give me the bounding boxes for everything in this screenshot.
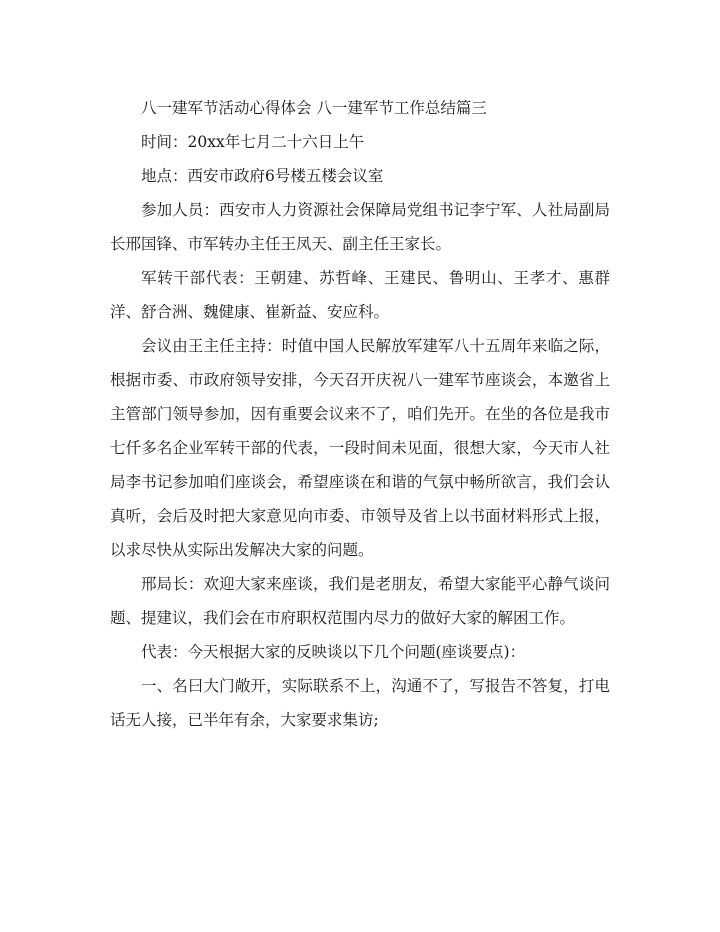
deputy-director-remarks-paragraph: 邢局长：欢迎大家来座谈，我们是老朋友，希望大家能平心静气谈问题、提建议，我们会在市府职权范围内尽力的做好大家的解困工作。	[110, 575, 610, 627]
representatives-paragraph: 军转干部代表：王朝建、苏哲峰、王建民、鲁明山、王孝才、惠群洋、舒合洲、魏健康、崔新益、安应科。	[110, 269, 610, 321]
representatives-issues-intro: 代表：今天根据大家的反映谈以下几个问题(座谈要点)：	[141, 643, 526, 661]
meeting-time: 时间：20xx年七月二十六日上午	[141, 133, 365, 151]
meeting-location: 地点：西安市政府6号楼五楼会议室	[141, 167, 384, 185]
issue-item-1: 一、名曰大门敞开，实际联系不上，沟通不了，写报告不答复，打电话无人接，已半年有余，大家要求集访;	[110, 677, 610, 729]
host-remarks-paragraph: 会议由王主任主持：时值中国人民解放军建军八十五周年来临之际，根据市委、市政府领导安排，今天召开庆祝八一建军节座谈会，本邀省上主管部门领导参加，因有重要会议来不了，咱们先开。在坐的各位是我市七仟多名企业军转干部的代表，一段时间未见面，很想大家，今天市人社局李书记参加咱们座谈会，希望座谈在和谐的气氛中畅所欲言，我们会认真听，会后及时把大家意见向市委、市领导及省上以书面材料形式上报，以求尽快从实际出发解决大家的问题。	[110, 337, 610, 559]
document-page	[110, 91, 610, 737]
document-title: 八一建军节活动心得体会 八一建军节工作总结篇三	[141, 99, 487, 117]
attendees-paragraph: 参加人员：西安市人力资源社会保障局党组书记李宁军、人社局副局长邢国锋、市军转办主任王凤天、副主任王家长。	[110, 201, 610, 253]
